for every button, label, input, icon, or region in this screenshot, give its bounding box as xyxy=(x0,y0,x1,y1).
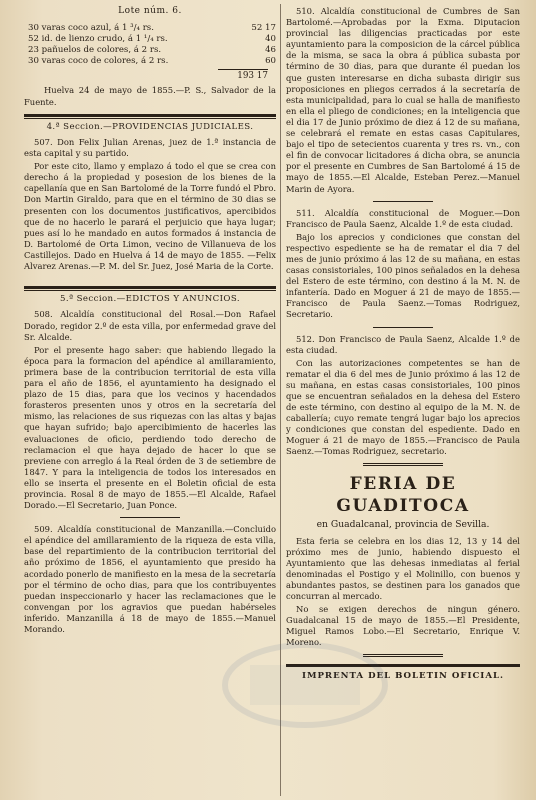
notice-508-body: Por el presente hago saber: que habiendo llegado la época para la formacion del apéndice al amillaramiento, primera base de la contribucion territorial de esta villa para el año de 1856, el ayuntamiento ha designado el plazo de 15 dias, para que los vecinos y hacendados forasteros presenten unos y otros en la secretaría del mismo, las relaciones de sus riquezas con las altas y bajas que hayan sufrido; bajo apercibimiento de hacerles las evaluaciones de oficio, perdiendo todo derecho de reclamacion el que haya dejado de hacer lo que se previene con arreglo á la Real órden de 3 de setiembre de 1847. Y para la inteligencia de todos los interesados en ello se inserta el presente en el Boletin oficial de esta provincia. Rosal 8 de mayo de 1855.—El Alcalde, Rafael Dorado.—El Secretario, Juan Ponce. xyxy=(24,344,276,511)
notice-507-body: Por este cito, llamo y emplazo á todo el que se crea con derecho á la propiedad y posesion de los bienes de la capellanía que en San Bartolomé de la Torre fundó el Pbro. Don Martin Giraldo, para que en el término de 30 dias se presenten con los documentos justificativos, apercibidos que de no hacerlo le parará el perjuicio que haya lugar; pues así lo he mandado en autos formados á instancia de D. Bartolomé de Orta Limon, vecino de Villanueva de los Castillejos. Dado en Huelva á 14 de mayo de 1855. —Felix Alvarez Arenas.—P. M. del Sr. Juez, José Maria de la Corte. xyxy=(24,161,276,272)
feria-subtitle: en Guadalcanal, provincia de Sevilla. xyxy=(316,519,490,531)
notice-511-body: Bajo los aprecios y condiciones que constan del respectivo espediente se ha de rematar el dia 7 del mes de junio próximo á las 12 de su mañana, en estas casas consistoriales, 100 pinos señalados en la dehesa del Estero de este término, con destino á la M. N. de infantería. Dado en Moguer á 21 de mayo de 1855.—Francisco de Paula Saenz.—Tomas Rodriguez, Secretario. xyxy=(286,231,520,320)
feria-title: FERIA DE GUADITOCA xyxy=(336,473,470,516)
section-divider xyxy=(24,114,276,117)
section-divider xyxy=(24,286,276,289)
place-date: Huelva 24 de mayo de 1855.—P. S., Salvador de la Fuente. xyxy=(24,85,276,107)
notice-separator xyxy=(373,201,433,202)
imprenta-footer: IMPRENTA DEL BOLETIN OFICIAL. xyxy=(301,670,505,681)
lot-row: 52 id. de lienzo crudo, á 1 ¹/₄ rs. 40 xyxy=(28,33,276,44)
feria-body-2: No se exigen derechos de ningun género. Guadalcanal 15 de mayo de 1855.—El Presidente, Miguel Ramos Lobo.—El Secretario, Enrique V. Moreno. xyxy=(286,604,520,648)
lot-row: 30 varas coco azul, á 1 ³/₄ rs. 52 17 xyxy=(28,22,276,33)
section-divider-thin xyxy=(24,290,276,291)
notice-separator xyxy=(120,517,180,518)
feria-body-1: Esta feria se celebra en los dias 12, 13 y 14 del próximo mes de junio, habiendo dispuesto el Ayuntamiento que las dehesas inmediatas al ferial denominadas el Postigo y el Molinillo, con buenos y abundantes pastos, se destinen para los ganados que concurran al mercado. xyxy=(286,535,520,602)
imprenta-rule xyxy=(286,664,520,667)
notice-508-heading: 508. Alcaldía constitucional del Rosal.—Don Rafael Dorado, regidor 2.º de esta villa, por enfermedad grave del Sr. Alcalde. xyxy=(24,309,276,342)
left-column xyxy=(24,6,276,637)
lote-title: Lote núm. 6. xyxy=(118,6,182,16)
column-divider xyxy=(280,4,281,796)
section-heading-edictos: 5.ª Seccion.—EDICTOS Y ANUNCIOS. xyxy=(60,294,240,305)
sum-divider xyxy=(218,69,268,70)
right-column xyxy=(286,6,520,682)
notice-510: 510. Alcaldía constitucional de Cumbres de San Bartolomé.—Aprobadas por la Exma. Diputacion provincial las diligencias practicadas por este ayuntamiento para la composicion de la cárcel pública de la misma, se saca la obra á pública subasta por término de 30 dias, para que durante él puedan los que gusten interesarse en dicha subasta dirigir sus proposiciones en pliegos cerrados á la secretaría de esta municipalidad, para lo cual se halla de manifiesto en ella el pliego de condiciones; en la inteligencia que el dia 17 de Junio próximo de diez á 12 de su mañana, se celebrará el remate en estas casas Capitulares, bajo el tipo de setecientos cuarenta y tres rs. vn., con el fin de convocar licitadores á dicha obra, se anuncia por el presente en Cumbres de San Bartolomé á 15 de mayo de 1855.—El Alcalde, Esteban Perez.—Manuel Marin de Ayora. xyxy=(286,6,520,194)
notice-511-heading: 511. Alcaldía constitucional de Moguer.—Don Francisco de Paula Saenz, Alcalde 1.º de esta ciudad. xyxy=(286,207,520,229)
imprenta-separator xyxy=(363,654,443,659)
lot-row: 23 pañuelos de colores, á 2 rs. 46 xyxy=(28,44,276,55)
notice-512-heading: 512. Don Francisco de Paula Saenz, Alcalde 1.º de esta ciudad. xyxy=(286,333,520,355)
section-divider-thin xyxy=(24,118,276,119)
notice-512-body: Con las autorizaciones competentes se han de rematar el dia 6 del mes de Junio próximo á las 12 de su mañana, en estas casas consistoriales, 100 pinos que se encuentran señalados en la dehesa del Estero de este término, con destino al equipo de la M. N. de caballería; cuyo remate tengrá lugar bajo los aprecios y condiciones que constan del espediente. Dado en Moguer á 21 de mayo de 1855.—Francisco de Paula Saenz.—Tomas Rodriguez, secretario. xyxy=(286,357,520,457)
notice-509: 509. Alcaldía constitucional de Manzanilla.—Concluido el apéndice del amillaramiento de la riqueza de esta villa, base del repartimiento de la contribucion territorial del año próximo de 1856, el ayuntamiento que presido ha acordado ponerlo de manifiesto en la mesa de la secretaría por el término de ocho dias, para que los contribuyentes puedan inspeccionarlo y hacer las reclamaciones que le convengan por los agravios que puedan habérseles inferido. Manzanilla á 18 de mayo de 1855.—Manuel Morando. xyxy=(24,524,276,635)
lot-row: 30 varas coco de colores, á 2 rs. 60 xyxy=(28,55,276,66)
section-heading-judicial: 4.ª Seccion.—PROVIDENCIAS JUDICIALES. xyxy=(46,121,254,132)
notice-separator xyxy=(373,327,433,328)
notice-507-heading: 507. Don Felix Julian Arenas, juez de 1.ª instancia de esta capital y su partido. xyxy=(24,137,276,159)
lot-total: 193 17 xyxy=(237,70,268,81)
feria-separator xyxy=(363,463,443,468)
